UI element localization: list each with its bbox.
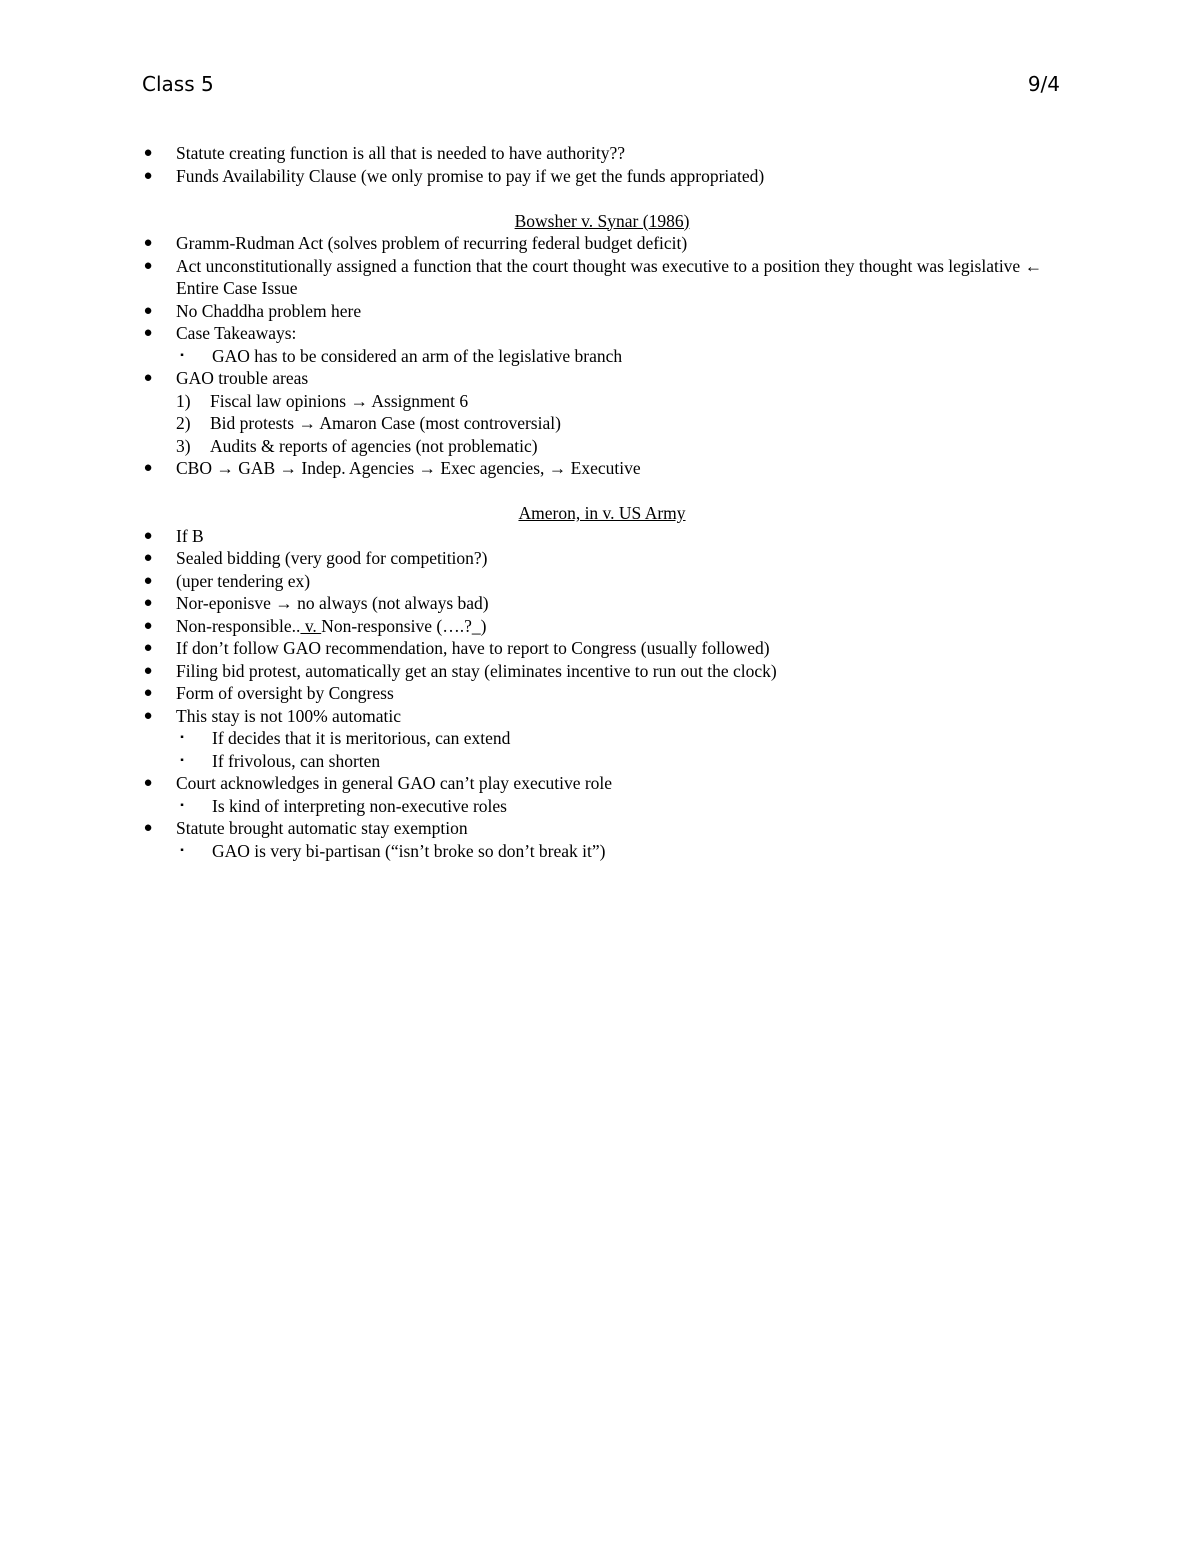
list-item-text: Non-responsible.. xyxy=(176,615,301,636)
list-item xyxy=(142,367,1062,390)
list-item xyxy=(142,615,1062,638)
bullet-icon: ● xyxy=(143,775,153,791)
list-item-text: Form of oversight by Congress xyxy=(176,683,394,703)
bullet-icon: ● xyxy=(143,302,153,319)
list-item-text: Case Takeaways: xyxy=(176,323,297,343)
list-item-text: Sealed bidding (very good for competition?) xyxy=(176,548,488,568)
item-number: 1) xyxy=(176,390,191,411)
list-item xyxy=(142,570,1062,593)
bullet-icon: ● xyxy=(143,325,153,341)
list-item xyxy=(142,772,1062,795)
list-item-text: If don’t follow GAO recommendation, have to report to Congress (usually followed) xyxy=(176,638,770,658)
list-item-text: Act unconstitutionally assigned a function that the court thought was executive to a position they thought was legislative ← Entire Case Issue xyxy=(176,255,1043,298)
list-item xyxy=(142,322,1062,345)
item-number: 3) xyxy=(176,435,191,456)
bullet-icon: ● xyxy=(143,595,153,611)
bullet-icon: ● xyxy=(143,820,153,836)
class-label: Class 5 xyxy=(142,72,214,96)
list-item-text: Gramm-Rudman Act (solves problem of recurring federal budget deficit) xyxy=(176,233,688,253)
list-item-text: Non-responsive (….?_) xyxy=(321,615,487,636)
list-item xyxy=(142,457,1062,480)
numbered-item xyxy=(142,435,1062,458)
list-item xyxy=(142,682,1062,705)
list-item-text: Nor-eponisve → no always (not always bad) xyxy=(176,593,489,613)
list-item xyxy=(142,705,1062,728)
versus-text: v. xyxy=(300,615,322,636)
list-item xyxy=(142,300,1062,323)
list-item xyxy=(142,165,1062,188)
list-item xyxy=(142,660,1062,683)
list-item xyxy=(142,592,1062,615)
bullet-icon: ● xyxy=(143,167,153,184)
bullet-icon: ● xyxy=(143,527,153,544)
bullet-icon: ● xyxy=(143,370,153,386)
date-label: 9/4 xyxy=(1027,72,1060,96)
list-item-text: Is kind of interpreting non-executive roles xyxy=(212,795,507,816)
bullet-icon: ● xyxy=(143,257,153,274)
list-item-text: If decides that it is meritorious, can extend xyxy=(212,728,511,748)
bullet-icon: ● xyxy=(143,145,153,161)
square-bullet-icon: ▪ xyxy=(180,349,184,361)
list-item-text: Statute brought automatic stay exemption xyxy=(176,818,468,838)
list-item xyxy=(142,547,1062,570)
spacer xyxy=(142,187,1062,210)
sub-list-item xyxy=(142,727,1062,750)
list-item-text: GAO has to be considered an arm of the legislative branch xyxy=(212,345,623,366)
list-item-text: Bid protests → Amaron Case (most controversial) xyxy=(210,413,561,433)
list-item-text: Fiscal law opinions → Assignment 6 xyxy=(210,390,469,411)
list-item xyxy=(142,255,1062,300)
list-item xyxy=(142,637,1062,660)
list-item xyxy=(142,142,1062,165)
numbered-item xyxy=(142,390,1062,413)
bullet-icon: ● xyxy=(143,460,153,476)
item-number: 2) xyxy=(176,413,191,433)
square-bullet-icon: ▪ xyxy=(180,799,184,811)
sub-list-item xyxy=(142,345,1062,368)
bullet-icon: ● xyxy=(143,235,153,251)
bullet-icon: ● xyxy=(143,617,153,634)
bullet-icon: ● xyxy=(143,662,153,679)
list-item-text: If frivolous, can shorten xyxy=(212,750,381,771)
square-bullet-icon: ▪ xyxy=(180,844,184,856)
list-item-text: (uper tendering ex) xyxy=(176,570,311,591)
bullet-icon: ● xyxy=(143,707,153,724)
list-item-text: Funds Availability Clause (we only promise to pay if we get the funds appropriated) xyxy=(176,165,765,186)
bullet-icon: ● xyxy=(143,685,153,701)
list-item-text: Audits & reports of agencies (not problematic) xyxy=(210,435,538,456)
list-item-text: Statute creating function is all that is needed to have authority?? xyxy=(176,143,626,163)
list-item xyxy=(142,525,1062,548)
sub-list-item xyxy=(142,795,1062,818)
section-heading-bowsher: Bowsher v. Synar (1986) xyxy=(514,210,690,231)
notes-body xyxy=(142,142,1062,862)
bullet-icon: ● xyxy=(143,572,153,589)
list-item-text: CBO → GAB → Indep. Agencies → Exec agencies, → Executive xyxy=(176,458,641,478)
numbered-item xyxy=(142,412,1062,435)
square-bullet-icon: ▪ xyxy=(180,732,184,743)
list-item-text: GAO trouble areas xyxy=(176,368,309,388)
sub-list-item xyxy=(142,750,1062,773)
bullet-icon: ● xyxy=(143,640,153,656)
list-item-text: Court acknowledges in general GAO can’t play executive role xyxy=(176,773,613,793)
list-item xyxy=(142,232,1062,255)
list-item-text: No Chaddha problem here xyxy=(176,300,362,321)
list-item-text: GAO is very bi-partisan (“isn’t broke so don’t break it”) xyxy=(212,840,606,861)
sub-list-item xyxy=(142,840,1062,863)
list-item xyxy=(142,817,1062,840)
bullet-icon: ● xyxy=(143,550,153,566)
list-item-text: Filing bid protest, automatically get an stay (eliminates incentive to run out the clock) xyxy=(176,660,777,681)
section-heading-ameron: Ameron, in v. US Army xyxy=(518,503,686,523)
page-header xyxy=(142,72,1060,102)
spacer xyxy=(142,480,1062,503)
square-bullet-icon: ▪ xyxy=(180,754,184,766)
list-item-text: This stay is not 100% automatic xyxy=(176,705,402,726)
list-item-text: If B xyxy=(176,525,204,546)
